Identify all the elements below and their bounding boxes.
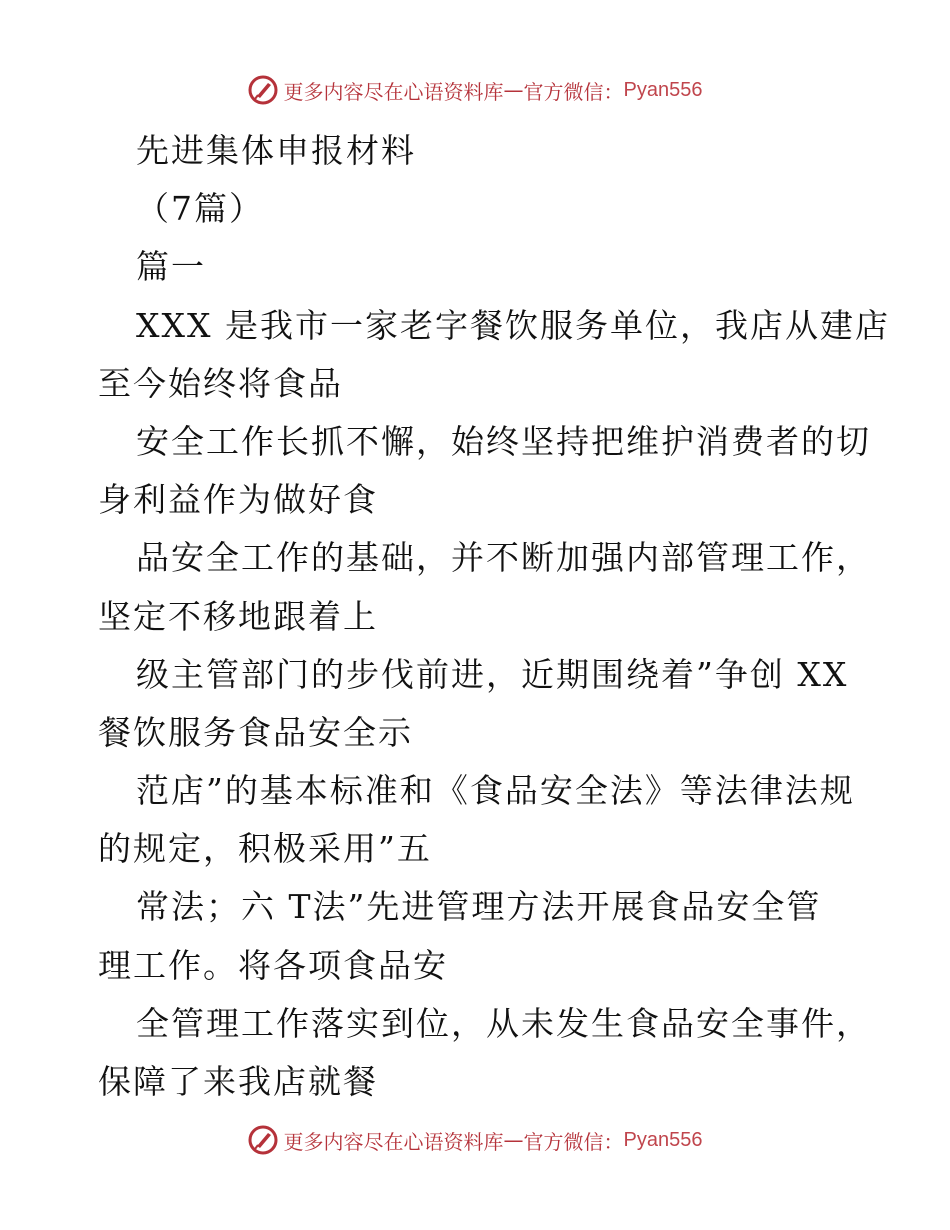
header-banner (0, 70, 950, 110)
banner-site-text: 更多内容尽在心语资料库 (283, 1129, 504, 1154)
banner-wechat-label: 官方微信： (523, 79, 624, 104)
quill-seal-icon (248, 75, 278, 105)
paragraph-line: 级主管部门的步伐前进，近期围绕着”争创 XX (136, 654, 849, 694)
banner-wechat-id: Pyan556 (623, 1128, 703, 1151)
banner-wechat-id: Pyan556 (623, 78, 703, 101)
document-body (98, 122, 890, 1111)
paragraph-line: 理工作。将各项食品安 (98, 945, 448, 985)
paragraph-line: 坚定不移地跟着上 (98, 596, 378, 636)
paragraph-line: XXX 是我市一家老字餐饮服务单位，我店从建店 (136, 305, 890, 345)
banner-separator: — (503, 78, 524, 102)
paragraph-line: 餐饮服务食品安全示 (98, 712, 413, 752)
paragraph-line: 常法；六 T法”先进管理方法开展食品安全管 (136, 887, 822, 927)
banner-site-text: 更多内容尽在心语资料库 (283, 79, 504, 104)
paragraph-line: 安全工作长抓不懈，始终坚持把维护消费者的切 (136, 421, 871, 461)
section-heading: 篇一 (136, 247, 206, 287)
document-title: 先进集体申报材料 (136, 131, 416, 170)
banner-separator: — (503, 1128, 524, 1152)
paragraph-line: 全管理工作落实到位，从未发生食品安全事件， (136, 1003, 871, 1043)
paragraph-line: 保障了来我店就餐 (98, 1062, 378, 1101)
footer-banner (0, 1120, 950, 1160)
paragraph-line: 范店”的基本标准和《食品安全法》等法律法规 (136, 771, 855, 811)
quill-seal-icon (248, 1125, 278, 1155)
paragraph-line: 品安全工作的基础，并不断加强内部管理工作， (136, 538, 871, 578)
banner-wechat-label: 官方微信： (523, 1129, 624, 1154)
paragraph-line: 身利益作为做好食 (98, 480, 378, 520)
paragraph-line: 至今始终将食品 (98, 363, 343, 403)
document-subtitle: （7篇） (136, 189, 264, 229)
paragraph-line: 的规定，积极采用”五 (98, 829, 432, 869)
